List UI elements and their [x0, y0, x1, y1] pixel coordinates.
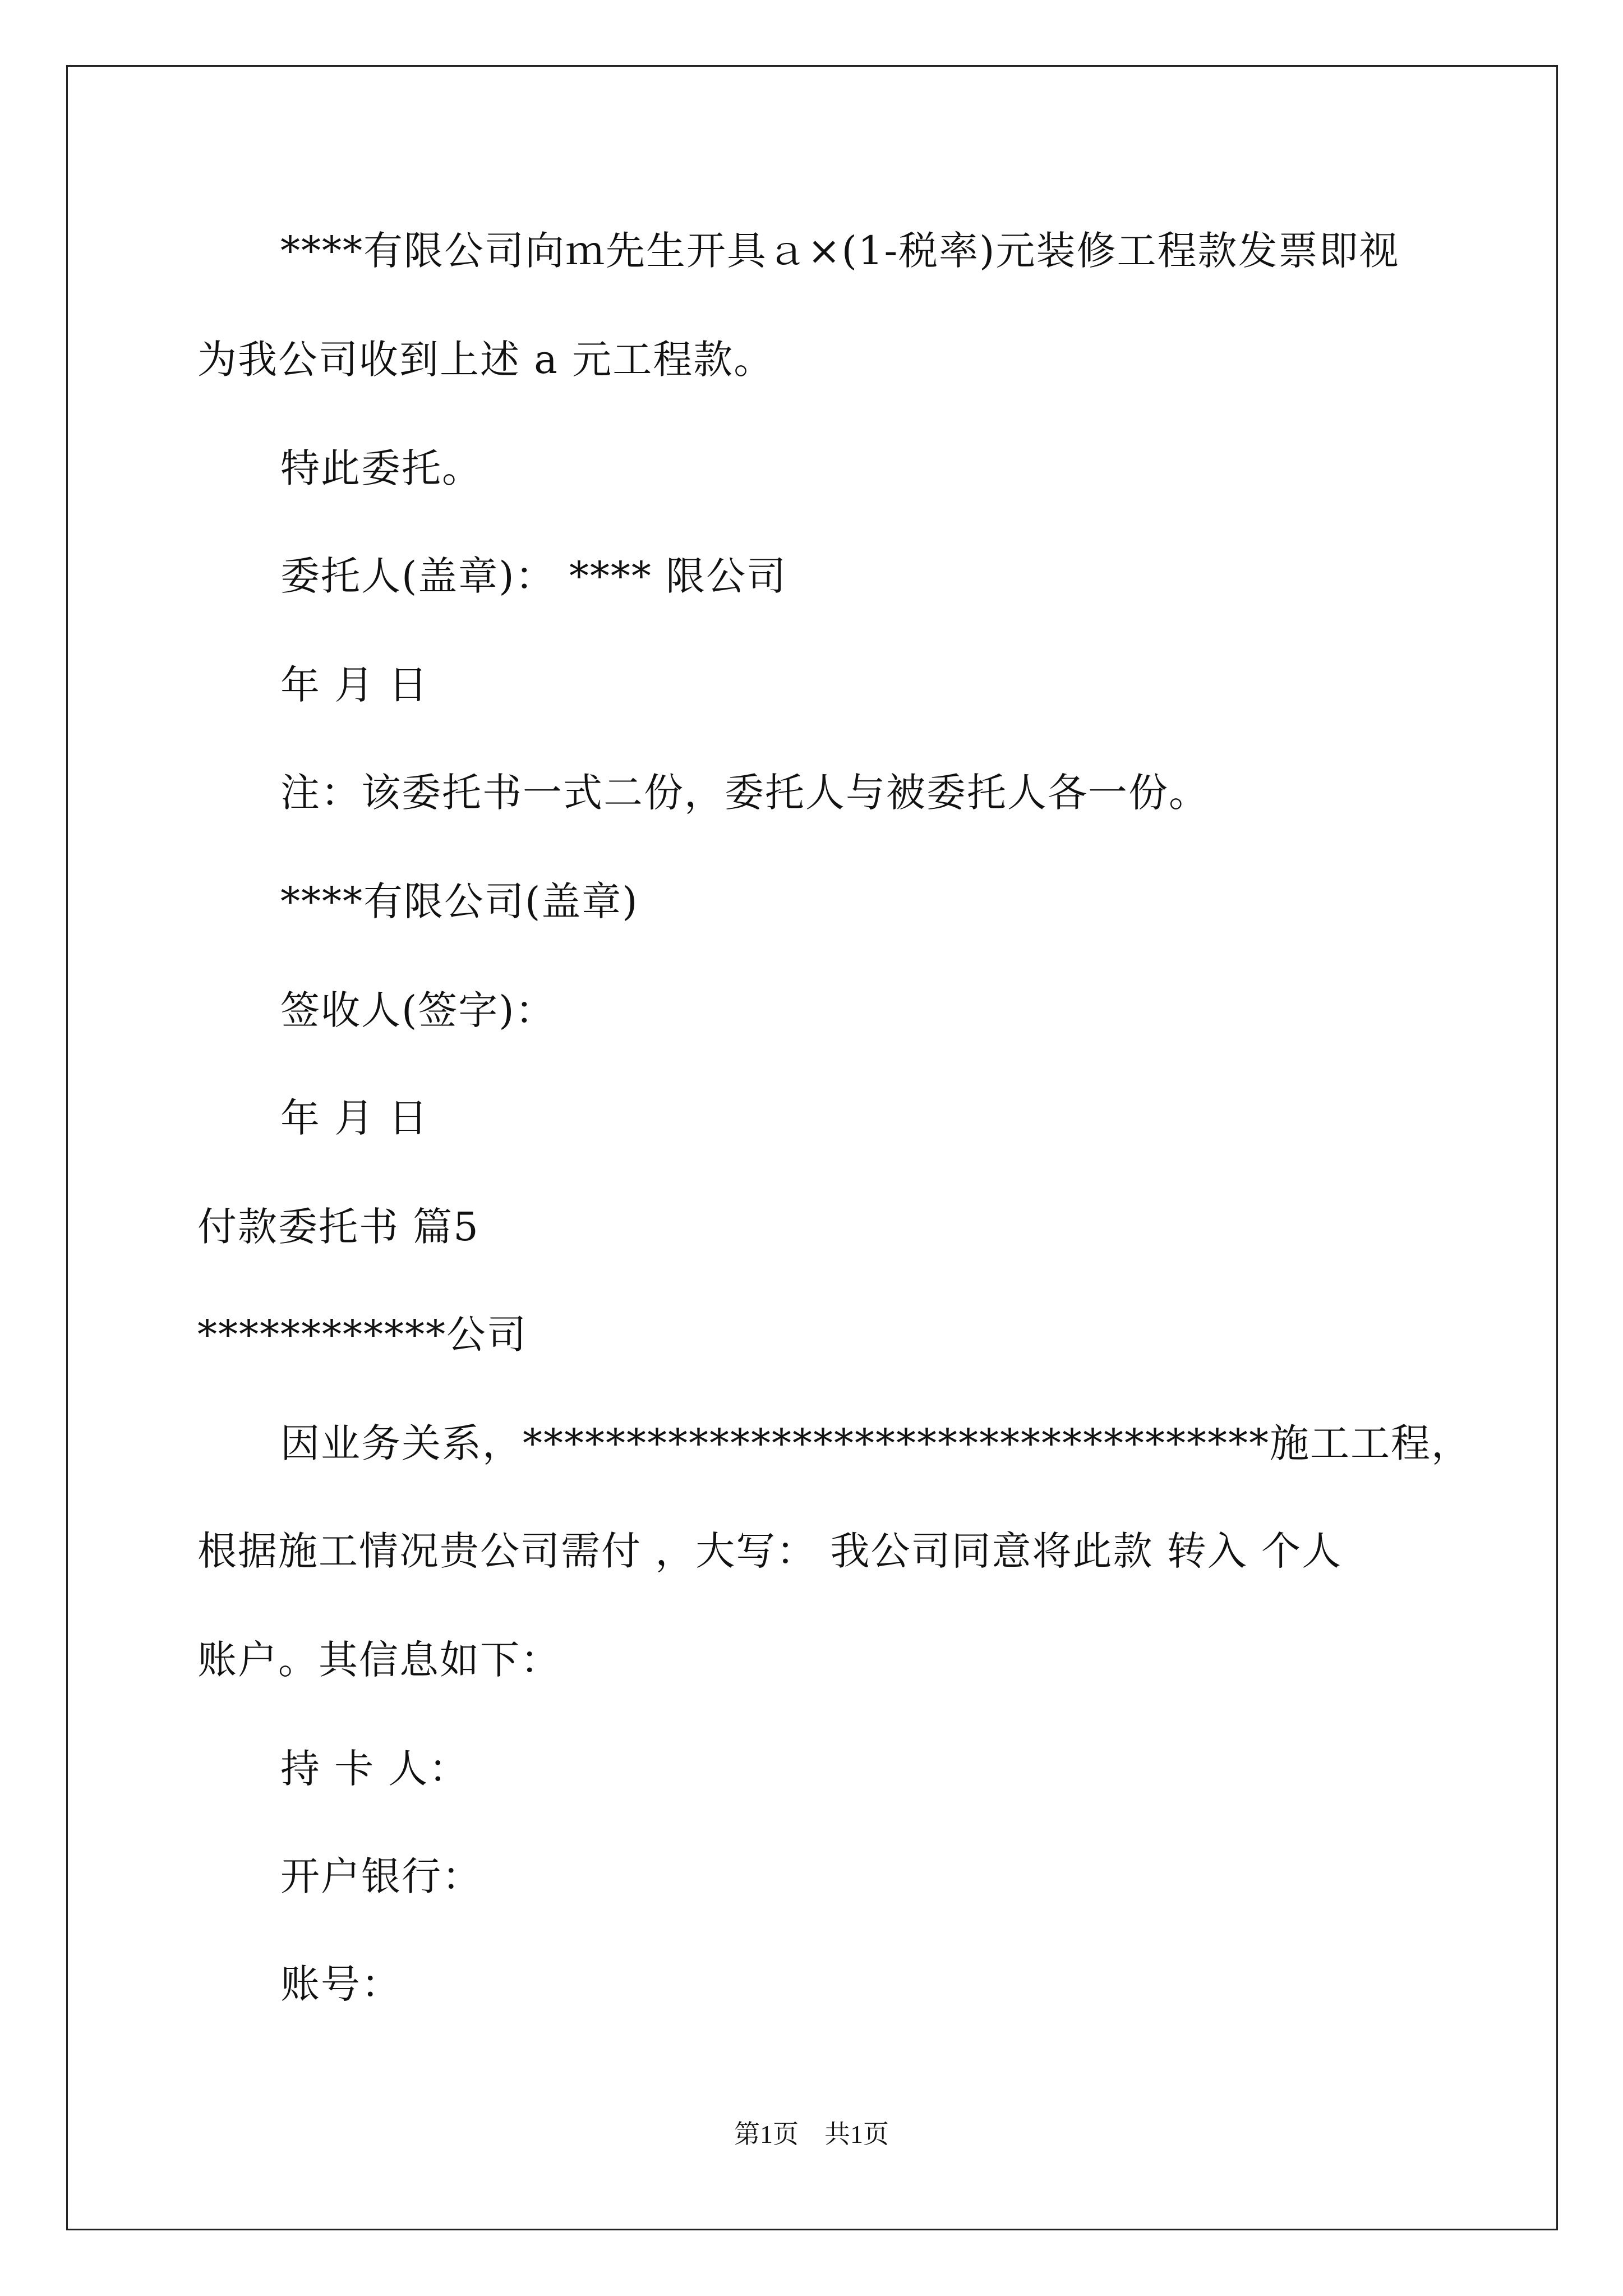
- addressee-line: ************公司: [197, 1312, 527, 1358]
- cardholder-field: 持 卡 人：: [280, 1746, 469, 1792]
- body-line: 为我公司收到上述 a 元工程款。: [197, 337, 774, 383]
- principal-line: 委托人(盖章)： **** 限公司: [280, 553, 787, 599]
- page-border: [66, 65, 1558, 2230]
- date-line: 年 月 日: [280, 662, 429, 708]
- date-line: 年 月 日: [280, 1095, 429, 1141]
- body-line: 账户。其信息如下：: [197, 1637, 561, 1683]
- body-line: [197, 1528, 1422, 1574]
- body-text: 因业务关系，************************************施工工程，: [280, 1420, 1472, 1466]
- body-text: 根据施工情况贵公司需付 ，大写： 我公司同意将此款 转入 个人: [197, 1528, 1343, 1574]
- page-number: 第1页 共1页: [734, 2120, 889, 2148]
- bank-field: 开户银行：: [280, 1853, 482, 1899]
- company-seal-line: ****有限公司(盖章): [280, 878, 639, 924]
- body-line: [280, 1420, 1472, 1466]
- note-line: 注：该委托书一式二份，委托人与被委托人各一份。: [280, 770, 1209, 816]
- account-number-field: 账号：: [280, 1961, 402, 2007]
- body-text: ****有限公司向ｍ先生开具ａ×(1-税率)元装修工程款发票即视: [280, 228, 1400, 274]
- body-line: 特此委托。: [280, 445, 482, 491]
- body-line: [280, 228, 1422, 274]
- signee-line: 签收人(签字)：: [280, 987, 556, 1033]
- section-heading: 付款委托书 篇5: [197, 1204, 479, 1250]
